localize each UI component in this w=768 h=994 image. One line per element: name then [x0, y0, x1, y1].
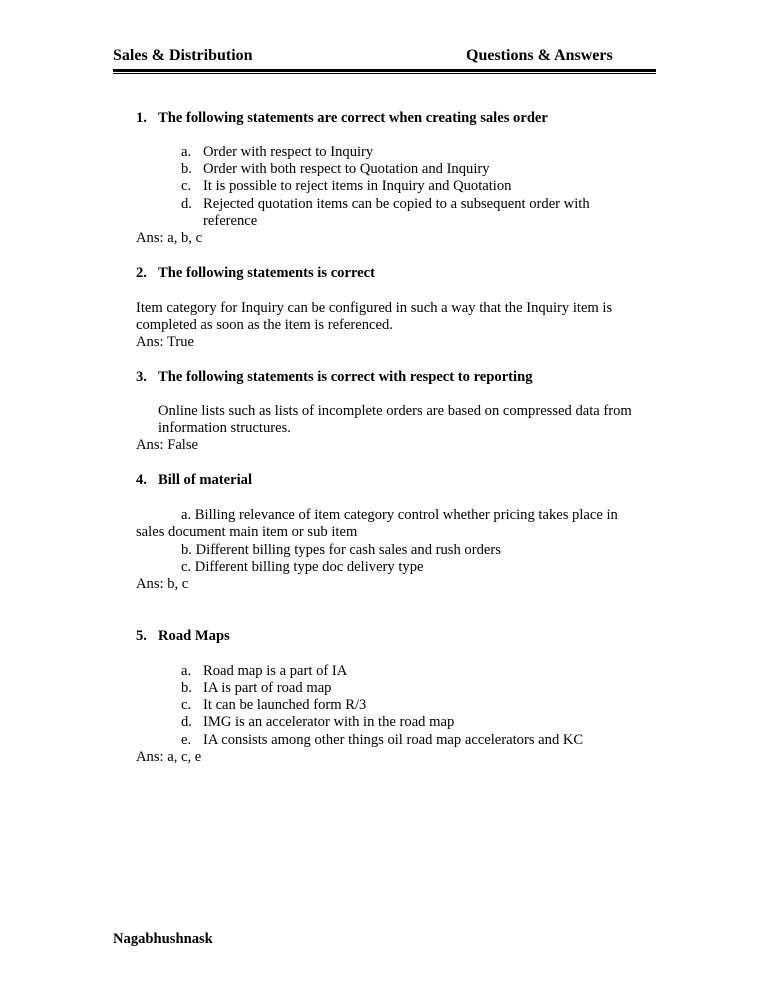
answer: Ans: b, c: [136, 576, 189, 592]
body-line: a. Billing relevance of item category control whether pricing takes place in: [181, 507, 618, 523]
body-line: c. Different billing type doc delivery type: [181, 559, 424, 575]
option-letter: c.: [181, 697, 192, 713]
body-line: completed as soon as the item is referenced.: [136, 317, 393, 333]
question-number: 5.: [136, 628, 147, 644]
header-right-title: Questions & Answers: [466, 47, 613, 64]
option-text: Order with respect to Inquiry: [203, 144, 374, 160]
option-letter: d.: [181, 196, 192, 212]
option-text: IA is part of road map: [203, 680, 332, 696]
header-rule-thin: [113, 73, 656, 74]
option-text: Road map is a part of IA: [203, 663, 348, 679]
question-title: Bill of material: [158, 472, 253, 488]
option-letter: a.: [181, 144, 192, 160]
page-footer-author: Nagabhushnask: [113, 931, 213, 947]
question-number: 3.: [136, 369, 147, 385]
body-line: information structures.: [158, 420, 291, 436]
question-number: 2.: [136, 265, 147, 281]
option-letter: a.: [181, 663, 192, 679]
question-title: The following statements is correct: [158, 265, 375, 281]
option-text: Rejected quotation items can be copied to a subsequent order with: [203, 196, 590, 212]
question-number: 1.: [136, 110, 147, 126]
option-text-continued: reference: [203, 213, 258, 229]
option-text: It is possible to reject items in Inquiry and Quotation: [203, 178, 512, 194]
option-letter: e.: [181, 732, 192, 748]
question-title: The following statements is correct with respect to reporting: [158, 369, 533, 385]
answer: Ans: False: [136, 437, 199, 453]
option-letter: d.: [181, 714, 192, 730]
header-rule-thick: [113, 69, 656, 72]
answer: Ans: True: [136, 334, 194, 350]
option-text: It can be launched form R/3: [203, 697, 367, 713]
answer: Ans: a, b, c: [136, 230, 203, 246]
page-header: [113, 46, 656, 68]
body-line: Online lists such as lists of incomplete orders are based on compressed data from: [158, 403, 632, 419]
option-letter: b.: [181, 161, 192, 177]
body-line: b. Different billing types for cash sales and rush orders: [181, 542, 501, 558]
option-text: Order with both respect to Quotation and Inquiry: [203, 161, 490, 177]
body-line: sales document main item or sub item: [136, 524, 358, 540]
option-letter: c.: [181, 178, 192, 194]
question-title: The following statements are correct when creating sales order: [158, 110, 548, 126]
body-line: Item category for Inquiry can be configured in such a way that the Inquiry item is: [136, 300, 613, 316]
option-text: IA consists among other things oil road map accelerators and KC: [203, 732, 584, 748]
option-letter: b.: [181, 680, 192, 696]
header-left-title: Sales & Distribution: [113, 47, 253, 64]
question-number: 4.: [136, 472, 147, 488]
question-title: Road Maps: [158, 628, 230, 644]
option-text: IMG is an accelerator with in the road map: [203, 714, 455, 730]
answer: Ans: a, c, e: [136, 749, 202, 765]
